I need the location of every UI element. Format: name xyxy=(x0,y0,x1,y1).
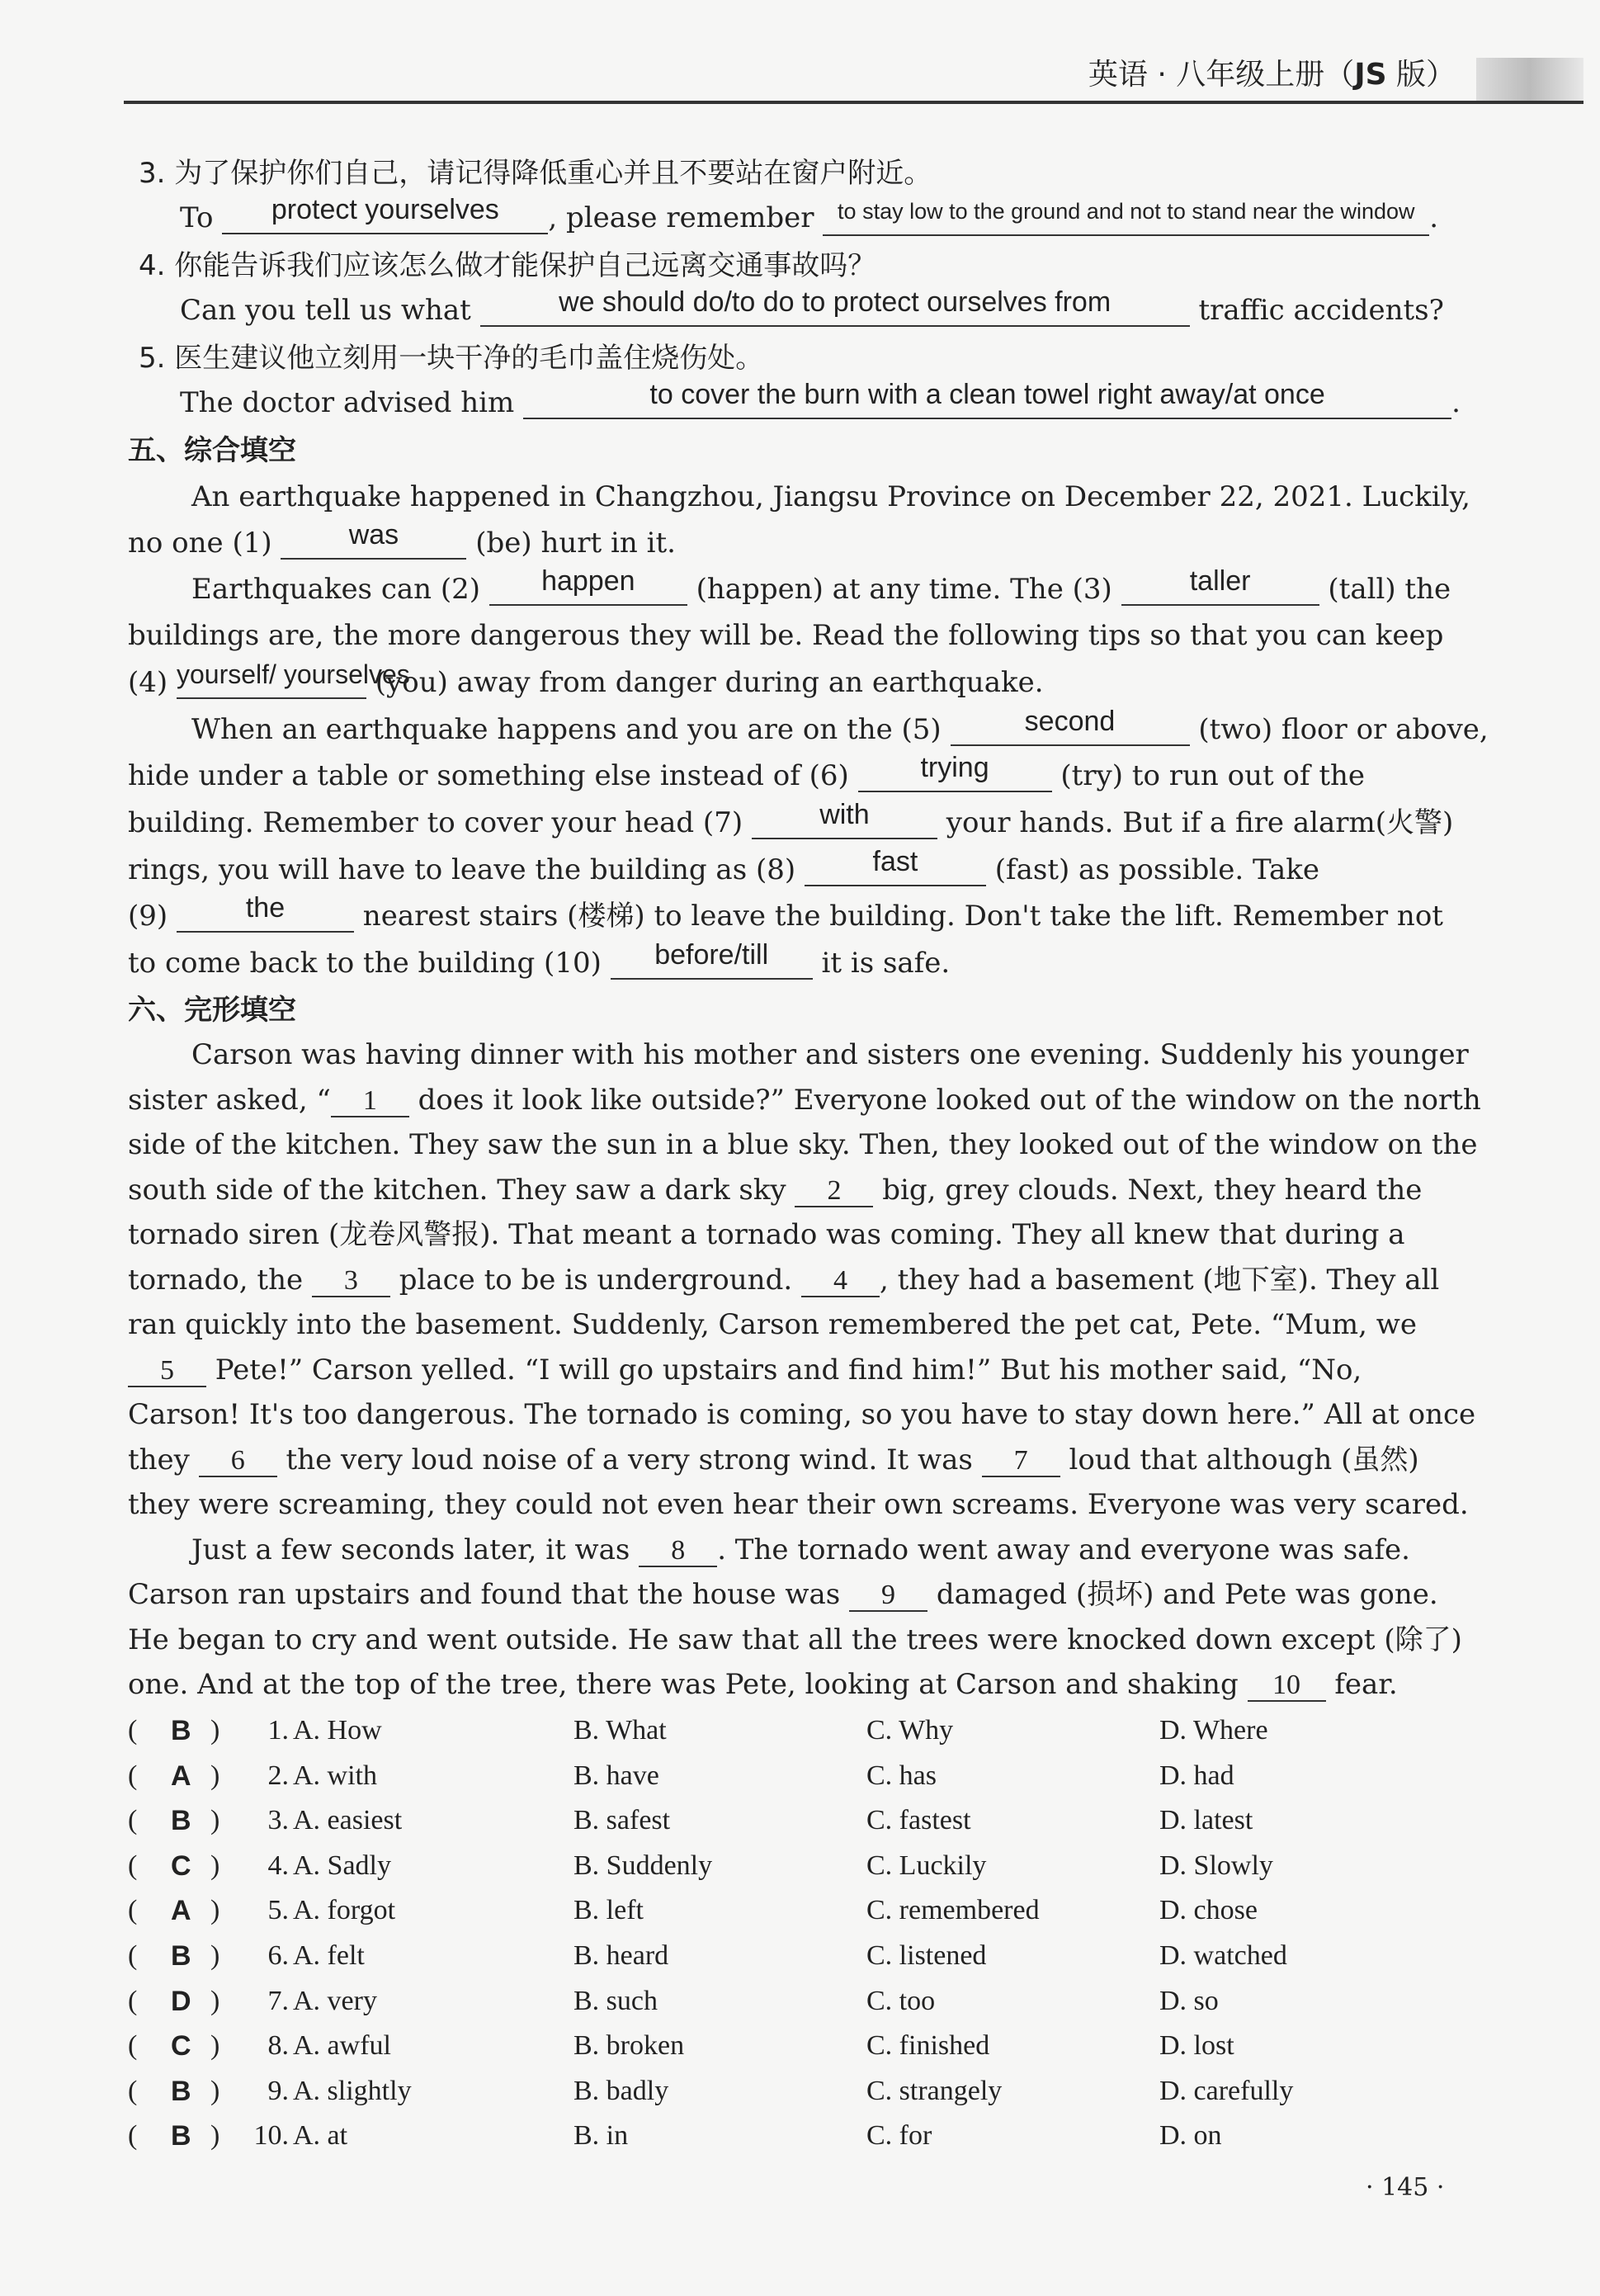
question-row xyxy=(128,1802,1498,1839)
question-row xyxy=(128,1938,1498,1974)
q4-english: Can you tell us what we should do/to do to protect ourselves from traffic accidents? xyxy=(180,286,1444,327)
question-row xyxy=(128,2073,1498,2109)
q3-blank-1: protect yourselves xyxy=(222,203,548,234)
question-row xyxy=(128,1758,1498,1794)
answer-letter: B xyxy=(171,1940,191,1972)
paren: ( xyxy=(128,1850,152,1881)
option-a: A. with xyxy=(293,1760,377,1791)
option-c: C. too xyxy=(866,1985,936,2016)
cloze-blank: 2 xyxy=(795,1176,873,1207)
option-c: C. Why xyxy=(866,1715,954,1746)
answer-letter: A xyxy=(171,1895,191,1927)
option-c: C. listened xyxy=(866,1940,987,1971)
option-a: A. very xyxy=(293,1985,377,2016)
page-number: · 145 · xyxy=(1366,2173,1445,2202)
cloze-blank: 9 xyxy=(849,1580,927,1612)
blank-6: trying xyxy=(858,761,1052,792)
p5-line-4: buildings are, the more dangerous they will be. Read the following tips so that you can keep xyxy=(128,619,1444,652)
q3-blank-2: to stay low to the ground and not to stand near the window xyxy=(823,203,1429,236)
cloze-blank: 1 xyxy=(331,1086,409,1117)
paren: ) xyxy=(210,2120,220,2152)
option-a: A. How xyxy=(293,1715,382,1746)
p5-line-11: to come back to the building (10) before/till it is safe. xyxy=(128,939,951,980)
cloze-blank: 6 xyxy=(199,1446,277,1477)
option-d: D. Slowly xyxy=(1159,1850,1273,1881)
q4-blank: we should do/to do to protect ourselves from xyxy=(480,295,1190,327)
option-b: B. left xyxy=(573,1895,644,1926)
option-a: A. easiest xyxy=(293,1805,403,1836)
cloze-line: Carson ran upstairs and found that the house was 9 damaged (损坏) and Pete was gone. xyxy=(128,1578,1438,1611)
cloze-line: Just a few seconds later, it was 8 . The tornado went away and everyone was safe. xyxy=(191,1533,1410,1566)
cloze-line: Carson! It's too dangerous. The tornado is coming, so you have to stay down here.” All at once xyxy=(128,1398,1476,1431)
question-row xyxy=(128,1983,1498,2020)
cloze-blank: 3 xyxy=(312,1266,390,1297)
option-b: B. safest xyxy=(573,1805,671,1836)
blank-10: before/till xyxy=(611,948,813,980)
paren: ) xyxy=(210,1715,220,1746)
p5-line-2: no one (1) was (be) hurt in it. xyxy=(128,519,676,560)
option-a: A. felt xyxy=(293,1940,365,1971)
question-number: 8. xyxy=(267,2030,289,2062)
paren: ) xyxy=(210,1760,220,1791)
option-d: D. carefully xyxy=(1159,2075,1294,2106)
paren: ( xyxy=(128,2120,152,2152)
paren: ) xyxy=(210,1985,220,2016)
header-title: 英语 · 八年级上册（JS 版） xyxy=(1088,58,1456,92)
answer-letter: A xyxy=(171,1760,191,1792)
cloze-blank: 8 xyxy=(639,1536,717,1567)
option-c: C. for xyxy=(866,2120,932,2152)
p5-line-3: Earthquakes can (2) happen (happen) at any time. The (3) taller (tall) the xyxy=(191,565,1451,606)
question-row xyxy=(128,1892,1498,1929)
cloze-line: sister asked, “ 1 does it look like outside?” Everyone looked out of the window on the north xyxy=(128,1083,1481,1117)
cloze-line: tornado siren (龙卷风警报). That meant a tornado was coming. They all knew that during a xyxy=(128,1218,1405,1251)
cloze-line: they were screaming, they could not even hear their own screams. Everyone was very scared. xyxy=(128,1488,1469,1521)
option-d: D. chose xyxy=(1159,1895,1258,1926)
option-c: C. Luckily xyxy=(866,1850,987,1881)
header-rule xyxy=(124,101,1583,104)
cloze-line: they 6 the very loud noise of a very strong wind. It was 7 loud that although (虽然) xyxy=(128,1443,1419,1476)
option-a: A. Sadly xyxy=(293,1850,391,1881)
part6-heading: 六、完形填空 xyxy=(128,994,296,1027)
paren: ) xyxy=(210,1805,220,1836)
option-c: C. fastest xyxy=(866,1805,971,1836)
option-a: A. forgot xyxy=(293,1895,396,1926)
option-d: D. on xyxy=(1159,2120,1222,2152)
q4-chinese: 4. 你能告诉我们应该怎么做才能保护自己远离交通事故吗？ xyxy=(139,249,876,282)
p5-line-6: When an earthquake happens and you are on the (5) second (two) floor or above, xyxy=(191,706,1489,746)
cloze-line: south side of the kitchen. They saw a dark sky 2 big, grey clouds. Next, they heard the xyxy=(128,1173,1423,1207)
blank-2: happen xyxy=(489,574,687,606)
cloze-blank: 5 xyxy=(128,1356,206,1387)
blank-4: yourself/ yourselves xyxy=(177,668,366,699)
option-d: D. Where xyxy=(1159,1715,1268,1746)
question-number: 3. xyxy=(267,1805,289,1836)
paren: ( xyxy=(128,2075,152,2106)
question-number: 2. xyxy=(267,1760,289,1791)
blank-9: the xyxy=(177,901,354,933)
cloze-line: 5 Pete!” Carson yelled. “I will go upstairs and find him!” But his mother said, “No, xyxy=(128,1352,1362,1388)
option-b: B. in xyxy=(573,2120,629,2152)
paren: ( xyxy=(128,2030,152,2062)
paren: ( xyxy=(128,1895,152,1926)
cloze-blank: 10 xyxy=(1248,1670,1326,1702)
option-b: B. broken xyxy=(573,2030,685,2062)
option-b: B. Suddenly xyxy=(573,1850,713,1881)
q3-chinese: 3. 为了保护你们自己，请记得降低重心并且不要站在窗户附近。 xyxy=(139,157,932,190)
option-c: C. finished xyxy=(866,2030,990,2062)
option-b: B. What xyxy=(573,1715,667,1746)
question-row xyxy=(128,2028,1498,2064)
question-row xyxy=(128,1713,1498,1749)
p5-line-7: hide under a table or something else instead of (6) trying (try) to run out of the xyxy=(128,752,1366,792)
question-number: 5. xyxy=(267,1895,289,1926)
q5-chinese: 5. 医生建议他立刻用一块干净的毛巾盖住烧伤处。 xyxy=(139,342,764,375)
paren: ( xyxy=(128,1940,152,1971)
q5-blank: to cover the burn with a clean towel right away/at once xyxy=(523,388,1451,419)
cloze-line: Carson was having dinner with his mother and sisters one evening. Suddenly his younger xyxy=(191,1038,1469,1071)
paren: ( xyxy=(128,1805,152,1836)
part5-heading: 五、综合填空 xyxy=(128,434,296,467)
option-c: C. strangely xyxy=(866,2075,1003,2106)
answer-letter: D xyxy=(171,1985,191,2017)
p5-line-5: (4) yourself/ yourselves (you) away from danger during an earthquake. xyxy=(128,659,1044,699)
paren: ( xyxy=(128,1760,152,1791)
answer-letter: B xyxy=(171,1715,191,1746)
q5-english: The doctor advised him to cover the burn with a clean towel right away/at once . xyxy=(180,379,1461,419)
option-a: A. awful xyxy=(293,2030,391,2062)
answer-letter: B xyxy=(171,2120,191,2152)
option-d: D. lost xyxy=(1159,2030,1234,2062)
p5-line-1: An earthquake happened in Changzhou, Jiangsu Province on December 22, 2021. Luckily, xyxy=(191,480,1470,513)
blank-5: second xyxy=(951,715,1190,746)
question-number: 1. xyxy=(267,1715,289,1746)
answer-letter: C xyxy=(171,1850,191,1882)
question-row xyxy=(128,2118,1498,2154)
answer-letter: B xyxy=(171,2075,191,2107)
option-a: A. at xyxy=(293,2120,348,2152)
p5-line-9: rings, you will have to leave the building as (8) fast (fast) as possible. Take xyxy=(128,846,1319,886)
option-a: A. slightly xyxy=(293,2075,412,2106)
option-b: B. badly xyxy=(573,2075,669,2106)
option-d: D. so xyxy=(1159,1985,1219,2016)
paren: ) xyxy=(210,1850,220,1881)
cloze-line: ran quickly into the basement. Suddenly, Carson remembered the pet cat, Pete. “Mum, we xyxy=(128,1308,1418,1341)
answer-letter: B xyxy=(171,1805,191,1837)
cloze-line: side of the kitchen. They saw the sun in a blue sky. Then, they looked out of the window on the xyxy=(128,1128,1478,1161)
paren: ) xyxy=(210,2030,220,2062)
question-number: 6. xyxy=(267,1940,289,1971)
option-d: D. latest xyxy=(1159,1805,1253,1836)
option-d: D. had xyxy=(1159,1760,1234,1791)
option-b: B. heard xyxy=(573,1940,669,1971)
paren: ) xyxy=(210,1940,220,1971)
p5-line-10: (9) the nearest stairs (楼梯) to leave the building. Don't take the lift. Remember not xyxy=(128,892,1443,933)
p5-line-8: building. Remember to cover your head (7) with your hands. But if a fire alarm(火警) xyxy=(128,799,1454,839)
question-row xyxy=(128,1848,1498,1884)
option-d: D. watched xyxy=(1159,1940,1287,1971)
question-number: 10. xyxy=(253,2120,289,2152)
question-number: 7. xyxy=(267,1985,289,2016)
blank-3: taller xyxy=(1121,574,1319,606)
cloze-blank: 4 xyxy=(801,1266,880,1297)
option-b: B. have xyxy=(573,1760,659,1791)
blank-1: was xyxy=(281,528,466,560)
paren: ) xyxy=(210,1895,220,1926)
cloze-line: one. And at the top of the tree, there was Pete, looking at Carson and shaking 10 fear. xyxy=(128,1668,1398,1701)
blank-7: with xyxy=(752,808,937,839)
cloze-blank: 7 xyxy=(982,1446,1060,1477)
header-tab-decoration xyxy=(1476,58,1583,104)
option-c: C. has xyxy=(866,1760,937,1791)
cloze-line: He began to cry and went outside. He saw that all the trees were knocked down except (除了) xyxy=(128,1623,1462,1656)
q3-english: To protect yourselves , please remember $^{to stay low to the ground and not to stand near the window}$ . xyxy=(180,194,1439,234)
answer-letter: C xyxy=(171,2030,191,2062)
question-number: 4. xyxy=(267,1850,289,1881)
paren: ( xyxy=(128,1985,152,2016)
blank-8: fast xyxy=(805,855,986,886)
option-c: C. remembered xyxy=(866,1895,1040,1926)
option-b: B. such xyxy=(573,1985,658,2016)
cloze-line: tornado, the 3 place to be is underground. 4 , they had a basement (地下室). They all xyxy=(128,1263,1440,1297)
question-number: 9. xyxy=(267,2075,289,2106)
paren: ) xyxy=(210,2075,220,2106)
paren: ( xyxy=(128,1715,152,1746)
